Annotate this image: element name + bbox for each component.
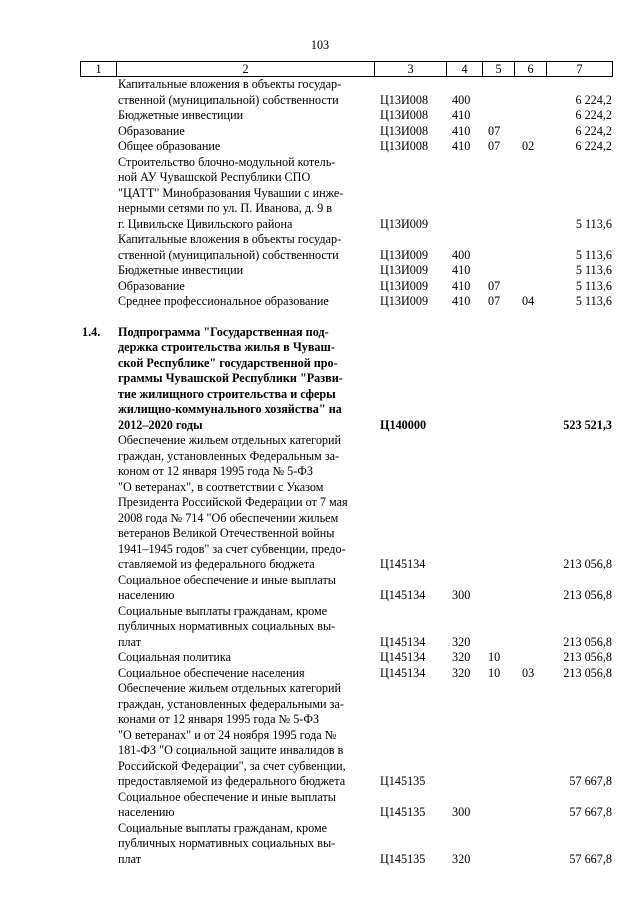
row-expense-type: 300	[452, 588, 471, 602]
row-subsection: 04	[522, 294, 535, 308]
column-header-cell: 3	[375, 62, 447, 77]
row-sum: 6 224,2	[575, 139, 612, 153]
table-row	[80, 650, 612, 666]
row-code: Ц13И008	[380, 139, 429, 153]
row-section: 07	[488, 139, 501, 153]
table-row	[80, 573, 612, 604]
row-subsection: 02	[522, 139, 535, 153]
row-sum: 213 056,8	[563, 634, 612, 649]
row-sum: 523 521,3	[563, 417, 612, 432]
row-expense-type: 320	[452, 634, 471, 649]
row-expense-type: 410	[452, 263, 471, 277]
row-sum: 5 113,6	[575, 294, 612, 308]
table-row	[80, 124, 612, 140]
row-expense-type: 320	[452, 650, 471, 664]
row-name: Капитальные вложения в объекты государ- ственной (муниципальной) собственности	[118, 77, 342, 107]
table-row	[80, 325, 612, 434]
row-spacer	[80, 310, 612, 325]
row-code: Ц13И009	[380, 263, 429, 277]
row-code: Ц13И009	[380, 247, 429, 262]
row-name: Строительство блочно-модульной котель- ной АУ Чувашской Республики СПО "ЦАТТ" Минобразования Чувашии с инже- нерными сетями по ул. П. Иванова, д. 9 в г. Цивильске Цивильского района	[118, 154, 344, 231]
row-expense-type: 320	[452, 851, 471, 866]
row-number: 1.4.	[82, 324, 101, 339]
row-name: Подпрограмма "Государственная под- держка строительства жилья в Чуваш- ской Республике" государственной про- граммы Чувашской Республики "Разви- тие жилищного строительства и сферы жилищно-коммунального хозяйства" на 2012–2020 годы	[118, 324, 343, 432]
row-code: Ц145134	[380, 634, 426, 649]
table-row	[80, 108, 612, 124]
row-code: Ц145135	[380, 774, 426, 788]
row-expense-type: 320	[452, 665, 471, 680]
row-name: Общее образование	[118, 139, 221, 153]
row-name: Среднее профессиональное образование	[118, 294, 329, 308]
table-row	[80, 155, 612, 233]
table-row	[80, 294, 612, 310]
table-row	[80, 790, 612, 821]
row-name: Образование	[118, 278, 185, 293]
column-header-cell: 5	[483, 62, 515, 77]
row-name: Обеспечение жильем отдельных категорий граждан, установленных Федеральным за- коном от 12 января 1995 года № 5-ФЗ "О ветеранах", в соответствии с Указом Президента Российской Федерации от 7 мая 2008 года № 714 "Об обеспечении жильем ветеранов Великой Отечественной войны 1941–1945 годов" за счет субвенции, предо- ставляемой из федерального бюджета	[118, 433, 348, 571]
row-section: 07	[488, 123, 501, 138]
table-row	[80, 604, 612, 651]
row-code: Ц13И009	[380, 278, 429, 293]
row-sum: 213 056,8	[563, 665, 612, 680]
row-sum: 5 113,6	[575, 278, 612, 293]
row-code: Ц145134	[380, 650, 426, 664]
row-sum: 213 056,8	[563, 650, 612, 664]
row-sum: 6 224,2	[575, 92, 612, 107]
table-row	[80, 433, 612, 573]
table-row	[80, 139, 612, 155]
row-sum: 5 113,6	[575, 263, 612, 277]
column-header-row	[81, 62, 613, 77]
row-code: Ц13И008	[380, 123, 429, 138]
row-section: 10	[488, 650, 501, 664]
row-code: Ц145134	[380, 557, 426, 571]
column-header-cell: 7	[547, 62, 613, 77]
column-header-cell: 4	[447, 62, 483, 77]
row-expense-type: 410	[452, 123, 471, 138]
row-sum: 57 667,8	[569, 805, 612, 819]
row-code: Ц13И008	[380, 92, 429, 107]
table-row	[80, 263, 612, 279]
table-row	[80, 666, 612, 682]
column-header-cell: 1	[81, 62, 117, 77]
column-header-cell: 2	[117, 62, 375, 77]
row-name: Социальное обеспечение и иные выплаты населению	[118, 572, 336, 602]
row-code: Ц13И009	[380, 216, 429, 231]
row-name: Капитальные вложения в объекты государ- ственной (муниципальной) собственности	[118, 232, 342, 262]
column-header-cell: 6	[515, 62, 547, 77]
table-row	[80, 279, 612, 295]
row-name: Социальная политика	[118, 650, 232, 664]
row-name: Социальные выплаты гражданам, кроме публичных нормативных социальных вы- плат	[118, 820, 336, 866]
row-expense-type: 300	[452, 805, 471, 819]
table-row	[80, 77, 612, 108]
row-sum: 5 113,6	[575, 247, 612, 262]
row-sum: 57 667,8	[569, 774, 612, 788]
table-row	[80, 821, 612, 868]
table-row	[80, 232, 612, 263]
row-code: Ц145134	[380, 588, 426, 602]
row-expense-type: 410	[452, 278, 471, 293]
row-sum: 6 224,2	[575, 123, 612, 138]
row-sum: 5 113,6	[575, 216, 612, 231]
row-name: Социальное обеспечение населения	[118, 665, 305, 680]
row-expense-type: 400	[452, 247, 471, 262]
column-header-table	[80, 61, 613, 77]
row-code: Ц13И009	[380, 294, 429, 308]
row-name: Обеспечение жильем отдельных категорий граждан, установленных федеральными за- конами от 12 января 1995 года № 5-ФЗ "О ветеранах" и от 24 ноября 1995 года № 181-ФЗ "О социальной защите инвалидов в Российской Федерации", за счет субвенции, предоставляемой из федерального бюджета	[118, 681, 346, 788]
row-sum: 6 224,2	[575, 108, 612, 122]
row-expense-type: 400	[452, 92, 471, 107]
row-name: Бюджетные инвестиции	[118, 263, 244, 277]
row-name: Социальное обеспечение и иные выплаты населению	[118, 789, 336, 819]
row-section: 07	[488, 278, 501, 293]
row-code: Ц145135	[380, 805, 426, 819]
row-sum: 213 056,8	[563, 588, 612, 602]
row-expense-type: 410	[452, 139, 471, 153]
row-name: Социальные выплаты гражданам, кроме публичных нормативных социальных вы- плат	[118, 603, 336, 649]
row-sum: 57 667,8	[569, 851, 612, 866]
row-sum: 213 056,8	[563, 557, 612, 571]
row-section: 10	[488, 665, 501, 680]
row-name: Бюджетные инвестиции	[118, 108, 244, 122]
row-code: Ц145134	[380, 665, 426, 680]
row-subsection: 03	[522, 665, 535, 680]
row-code: Ц145135	[380, 851, 426, 866]
row-name: Образование	[118, 123, 185, 138]
row-code: Ц140000	[380, 417, 427, 432]
table-row	[80, 681, 612, 790]
row-expense-type: 410	[452, 294, 471, 308]
row-code: Ц13И008	[380, 108, 429, 122]
budget-table-body	[80, 77, 612, 867]
page-number: 103	[310, 38, 330, 52]
row-section: 07	[488, 294, 501, 308]
row-expense-type: 410	[452, 108, 471, 122]
